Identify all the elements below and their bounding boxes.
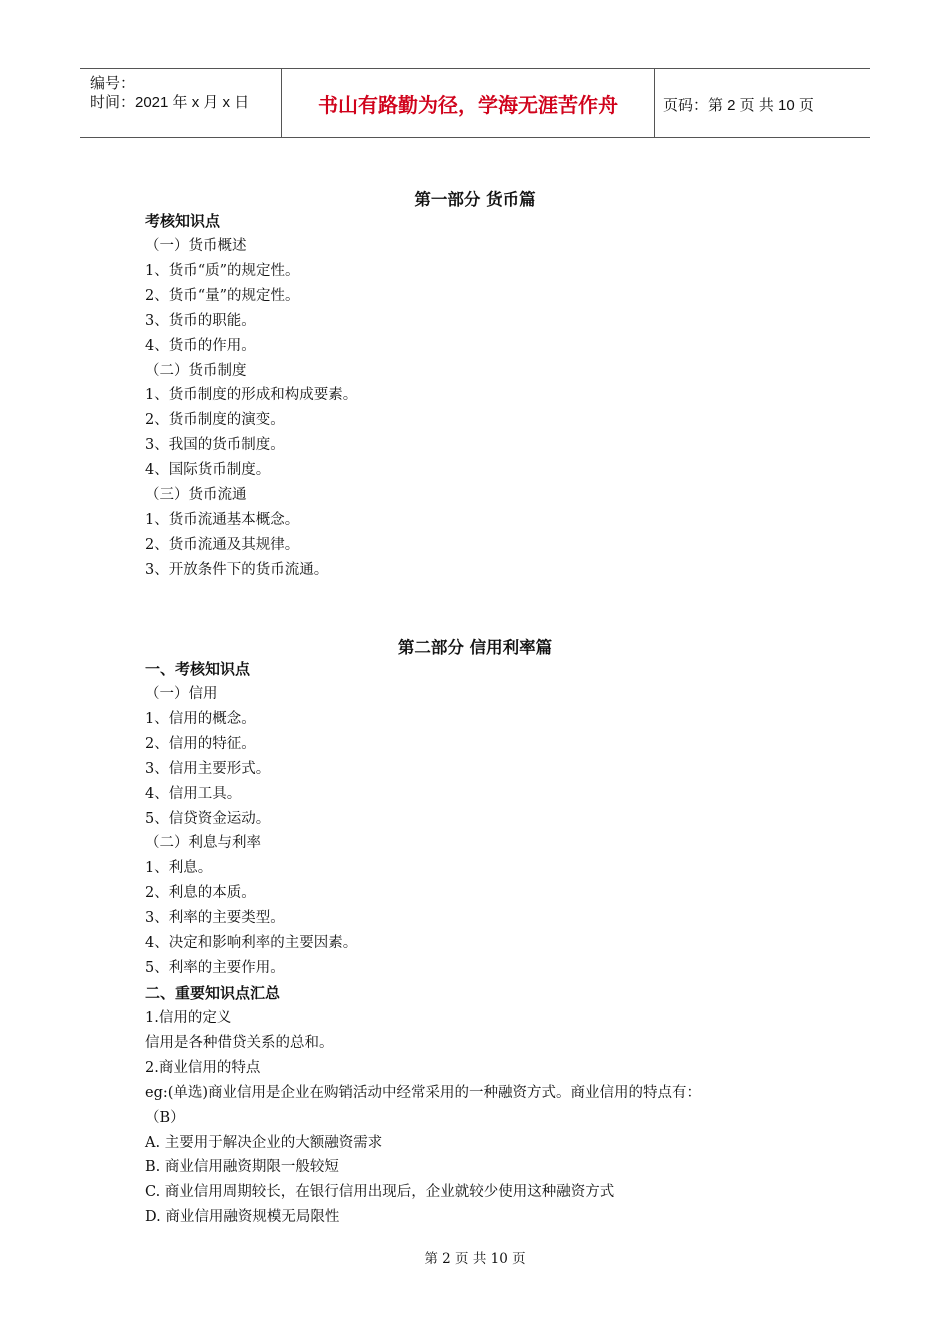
- list-item: 3、信用主要形式。: [145, 760, 271, 777]
- list-item: 2、货币制度的演变。: [145, 412, 285, 429]
- list-item: 2.商业信用的特点: [145, 1059, 261, 1076]
- part1-heading: 考核知识点: [145, 212, 221, 230]
- list-item: 2、货币“量”的规定性。: [145, 287, 300, 304]
- list-item: 4、货币的作用。: [145, 337, 256, 354]
- list-item: 4、国际货币制度。: [145, 462, 271, 479]
- header-motto-cell: [282, 69, 655, 137]
- list-item: （一）信用: [145, 686, 218, 702]
- part2-heading-1: 一、考核知识点: [145, 660, 251, 678]
- header-page-cell: [655, 69, 870, 137]
- list-item: 1、货币“质”的规定性。: [145, 262, 300, 279]
- list-item: 1、利息。: [145, 860, 213, 877]
- list-item: 2、货币流通及其规律。: [145, 536, 300, 553]
- list-item: 5、利率的主要作用。: [145, 959, 285, 976]
- list-item: C. 商业信用周期较长，在银行信用出现后，企业就较少使用这种融资方式: [145, 1184, 615, 1201]
- list-item: 2、信用的特征。: [145, 735, 256, 752]
- list-item: D. 商业信用融资规模无局限性: [145, 1209, 340, 1226]
- list-item: 1、货币流通基本概念。: [145, 511, 300, 528]
- list-item: （二）利息与利率: [145, 835, 261, 852]
- number-label: 编号：: [90, 75, 136, 92]
- part2-title: 第二部分 信用利率篇: [397, 638, 553, 657]
- list-item: （二）货币制度: [145, 362, 247, 379]
- page-footer: 第 2 页 共 10 页: [424, 1251, 526, 1267]
- header-info-cell: [80, 69, 282, 137]
- list-item: A. 主要用于解决企业的大额融资需求: [145, 1134, 383, 1151]
- list-item: 2、利息的本质。: [145, 885, 256, 902]
- list-item: 3、货币的职能。: [145, 312, 256, 329]
- motto: 书山有路勤为径，学海无涯苦作舟: [318, 93, 618, 117]
- list-item: 3、利率的主要类型。: [145, 910, 285, 927]
- date-label: 时间：2021 年 x 月 x 日: [90, 94, 250, 111]
- list-item: 4、信用工具。: [145, 785, 242, 802]
- list-item: 3、我国的货币制度。: [145, 437, 285, 454]
- list-item: （B）: [145, 1109, 185, 1126]
- list-item: 3、开放条件下的货币流通。: [145, 561, 329, 578]
- part1-title: 第一部分 货币篇: [414, 190, 536, 209]
- list-item: 5、信贷资金运动。: [145, 810, 271, 827]
- list-item: B. 商业信用融资期限一般较短: [145, 1159, 339, 1176]
- document-header: [80, 68, 870, 138]
- list-item: eg:(单选)商业信用是企业在购销活动中经常采用的一种融资方式。商业信用的特点有：: [145, 1084, 702, 1101]
- list-item: 1、信用的概念。: [145, 710, 256, 727]
- list-item: 4、决定和影响利率的主要因素。: [145, 935, 358, 951]
- page-label: 页码：第 2 页 共 10 页: [663, 97, 814, 114]
- part2-heading-2: 二、重要知识点汇总: [145, 984, 281, 1002]
- list-item: 1.信用的定义: [145, 1010, 232, 1026]
- list-item: 1、货币制度的形成和构成要素。: [145, 387, 358, 404]
- list-item: 信用是各种借贷关系的总和。: [145, 1034, 334, 1051]
- list-item: （三）货币流通: [145, 487, 247, 503]
- list-item: （一）货币概述: [145, 238, 247, 254]
